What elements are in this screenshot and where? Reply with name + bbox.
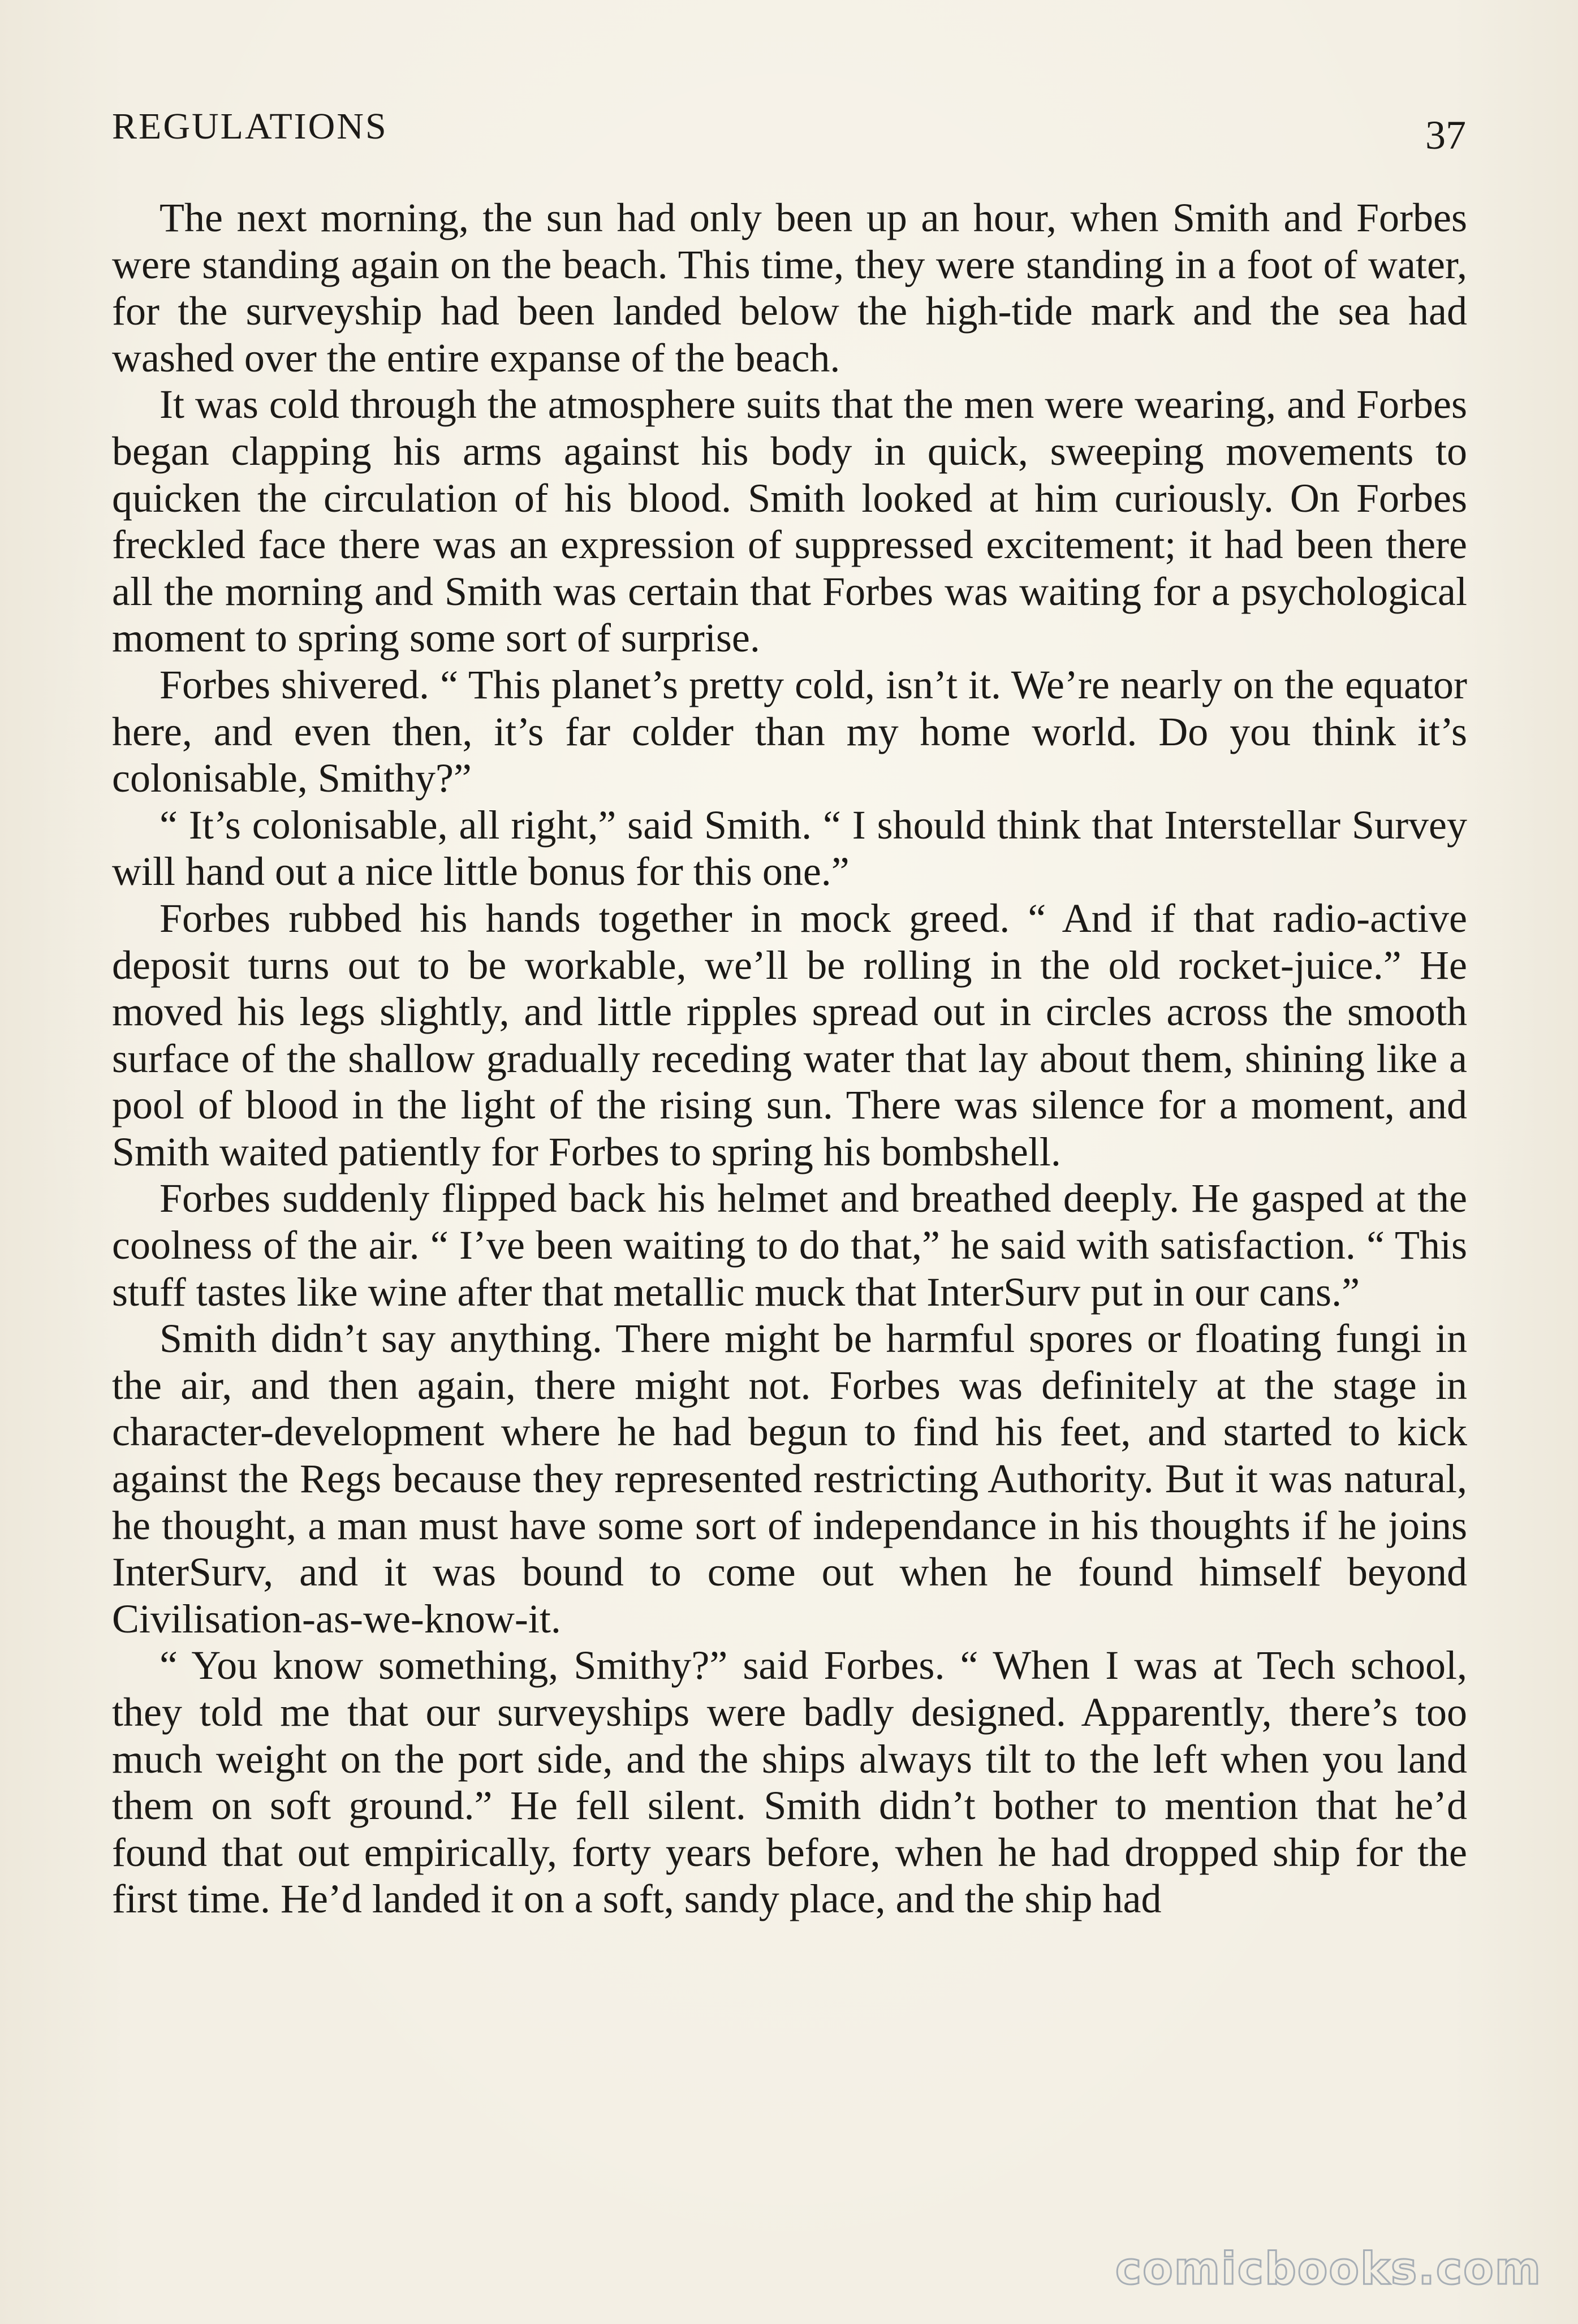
paragraph: The next morning, the sun had only been up an hour, when Smith and Forbes were standing again on the beach. This time, they were standing in a foot of water, for the surveyship had been landed below the high-tide mark and the sea had washed over the entire expanse of the beach. xyxy=(112,195,1467,381)
paragraph: Forbes shivered. “ This planet’s pretty cold, isn’t it. We’re nearly on the equator here, and even then, it’s far colder than my home world. Do you think it’s colonisable, Smithy?” xyxy=(112,662,1467,801)
running-head xyxy=(112,95,1466,157)
paragraph: It was cold through the atmosphere suits that the men were wearing, and Forbes began clapping his arms against his body in quick, sweeping movements to quicken the circulation of his blood. Smith looked at him curiously. On Forbes freckled face there was an expression of suppressed excitement; it had been there all the morning and Smith was certain that Forbes was waiting for a psychological moment to spring some sort of surprise. xyxy=(112,382,1467,661)
paragraph: Forbes suddenly flipped back his helmet and breathed deeply. He gasped at the coolness of the air. “ I’ve been waiting to do that,” he said with satisfaction. “ This stuff tastes like wine after that metallic muck that InterSurv put in our cans.” xyxy=(112,1176,1467,1315)
paragraph: “ You know something, Smithy?” said Forbes. “ When I was at Tech school, they told me that our surveyships were badly designed. Apparently, there’s too much weight on the port side, and the ships always tilt to the left when you land them on soft ground.” He fell silent. Smith didn’t bother to mention that he’d found that out empirically, forty years before, when he had dropped ship for the first time. He’d landed it on a soft, sandy place, and the ship had xyxy=(112,1643,1467,1922)
running-title: REGULATIONS xyxy=(112,106,388,147)
paragraph: Smith didn’t say anything. There might be harmful spores or floating fungi in the air, and then again, there might not. Forbes was definitely at the stage in character-development where he had begun to find his feet, and started to kick against the Regs because they represented restricting Authority. But it was natural, he thought, a man must have some sort of independance in his thoughts if he joins InterSurv, and it was bound to come out when he found himself beyond Civilisation-as-we-know-it. xyxy=(112,1316,1467,1642)
page-number: 37 xyxy=(1425,113,1466,158)
paragraph: “ It’s colonisable, all right,” said Smith. “ I should think that Interstellar Survey will hand out a nice little bonus for this one.” xyxy=(112,802,1467,895)
body-text xyxy=(112,195,1467,1923)
watermark: comicbooks.com xyxy=(1115,2244,1542,2295)
paragraph: Forbes rubbed his hands together in mock greed. “ And if that radio-active deposit turns out to be workable, we’ll be rolling in the old rocket-juice.” He moved his legs slightly, and little ripples spread out in circles across the smooth surface of the shallow gradually receding water that lay about them, shining like a pool of blood in the light of the rising sun. There was silence for a moment, and Smith waited patiently for Forbes to spring his bombshell. xyxy=(112,895,1467,1174)
